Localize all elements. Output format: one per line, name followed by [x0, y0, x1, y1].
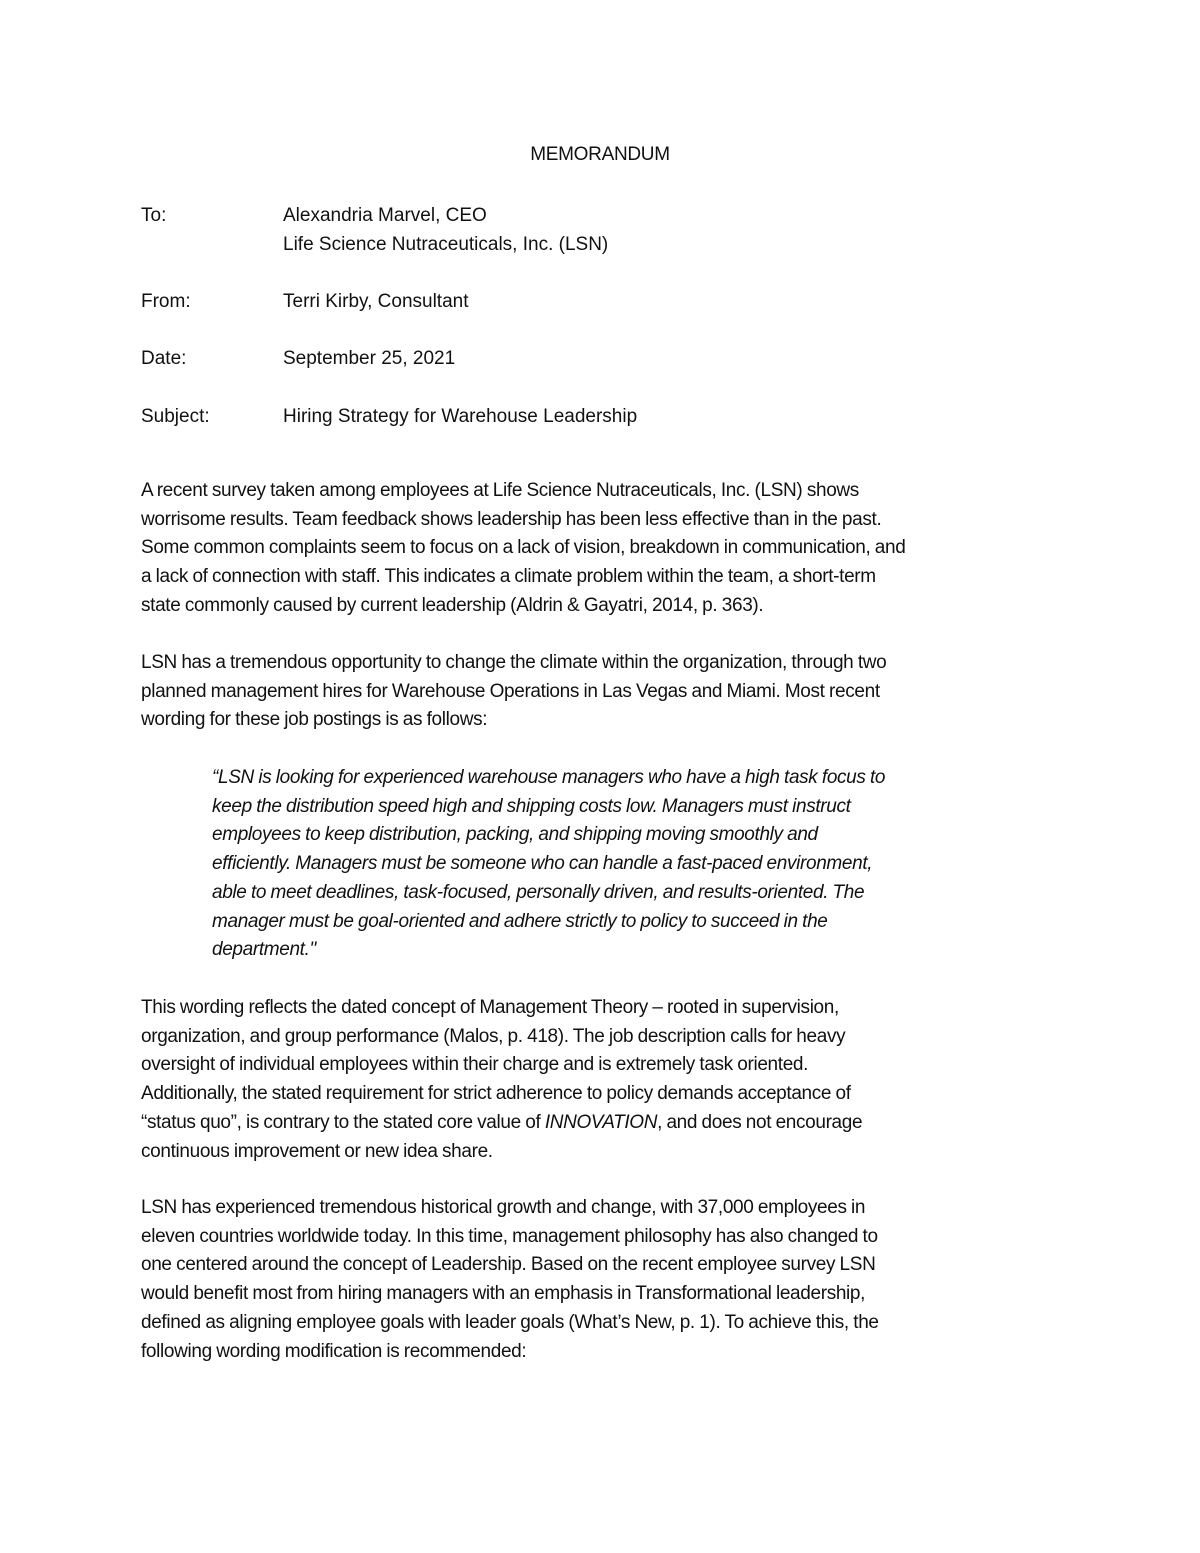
- text-line: planned management hires for Warehouse Operations in Las Vegas and Miami. Most recent: [141, 680, 880, 702]
- quote-line: employees to keep distribution, packing, and shipping moving smoothly and: [212, 824, 818, 846]
- text-line: organization, and group performance (Malos, p. 418). The job description calls for heavy: [141, 1025, 846, 1047]
- text-line: one centered around the concept of Leadership. Based on the recent employee survey LSN: [141, 1254, 876, 1276]
- text-line: This wording reflects the dated concept of Management Theory – rooted in supervision,: [141, 997, 839, 1018]
- to-label: To:: [141, 205, 167, 226]
- text-line: a lack of connection with staff. This indicates a climate problem within the team, a short-term: [141, 566, 876, 588]
- paragraph-opportunity: [141, 649, 1066, 735]
- paragraph-survey-results: [141, 477, 1066, 621]
- from-value: Terri Kirby, Consultant: [283, 291, 469, 312]
- quote-line: “LSN is looking for experienced warehouse managers who have a high task focus to: [212, 767, 886, 788]
- text-line: A recent survey taken among employees at Life Science Nutraceuticals, Inc. (LSN) shows: [141, 480, 859, 501]
- to-recipient-company: Life Science Nutraceuticals, Inc. (LSN): [283, 234, 609, 255]
- subject-label: Subject:: [141, 406, 210, 427]
- text-line: wording for these job postings is as follows:: [141, 709, 488, 731]
- text-line: Some common complaints seem to focus on a lack of vision, breakdown in communication, and: [141, 537, 906, 559]
- text-line: LSN has a tremendous opportunity to change the climate within the organization, through two: [141, 652, 887, 673]
- quote-line: manager must be goal-oriented and adhere strictly to policy to succeed in the: [212, 910, 828, 932]
- paragraph-management-theory: [141, 994, 1066, 1166]
- memo-title: MEMORANDUM: [530, 144, 670, 165]
- text-line: Additionally, the stated requirement for strict adherence to policy demands acceptance of: [141, 1083, 851, 1105]
- quote-line: keep the distribution speed high and shipping costs low. Managers must instruct: [212, 795, 851, 817]
- date-label: Date:: [141, 348, 187, 369]
- text-line: continuous improvement or new idea share.: [141, 1140, 493, 1162]
- text-line: following wording modification is recommended:: [141, 1340, 527, 1362]
- text-line: worrisome results. Team feedback shows leadership has been less effective than in the past.: [141, 508, 882, 530]
- text-line: defined as aligning employee goals with leader goals (What’s New, p. 1). To achieve this, the: [141, 1311, 879, 1333]
- text-line: eleven countries worldwide today. In this time, management philosophy has also changed to: [141, 1225, 878, 1247]
- quote-line: department.": [212, 939, 316, 961]
- to-recipient-name: Alexandria Marvel, CEO: [283, 205, 487, 226]
- text-segment: “status quo”, is contrary to the stated core value of: [141, 1111, 545, 1133]
- emphasis-innovation: INNOVATION: [544, 1111, 658, 1133]
- text-line: LSN has experienced tremendous historical growth and change, with 37,000 employees in: [141, 1197, 866, 1218]
- text-segment: , and does not encourage: [657, 1111, 863, 1133]
- date-value: September 25, 2021: [283, 348, 456, 369]
- text-line: state commonly caused by current leadership (Aldrin & Gayatri, 2014, p. 363).: [141, 594, 764, 616]
- job-posting-quote: [212, 764, 1042, 965]
- subject-value: Hiring Strategy for Warehouse Leadership: [283, 406, 638, 427]
- text-line: [141, 1109, 1066, 1138]
- paragraph-recommendation: [141, 1194, 1066, 1366]
- quote-line: efficiently. Managers must be someone who can handle a fast-paced environment,: [212, 853, 873, 875]
- text-line: would benefit most from hiring managers with an emphasis in Transformational leadership,: [141, 1283, 866, 1305]
- from-label: From:: [141, 291, 191, 312]
- text-line: oversight of individual employees within their charge and is extremely task oriented.: [141, 1054, 809, 1076]
- quote-line: able to meet deadlines, task-focused, personally driven, and results-oriented. The: [212, 881, 865, 903]
